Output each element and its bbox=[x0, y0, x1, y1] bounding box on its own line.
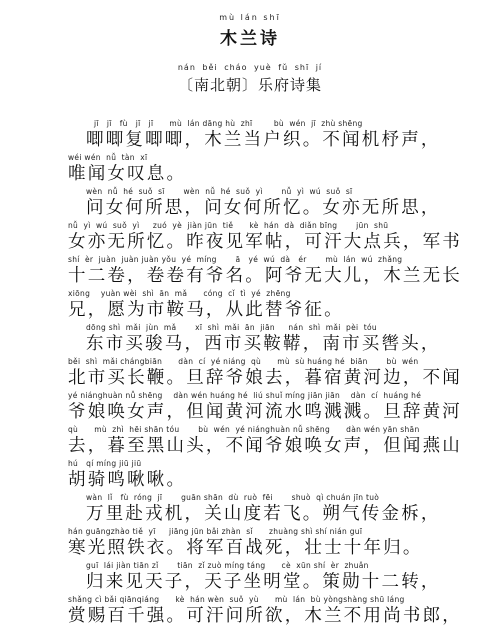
poem-line bbox=[68, 560, 488, 594]
line-pinyin: shí èr juàn juàn juàn yǒu yé míng ā yé wú dà ér mù lán wú zhǎng bbox=[68, 255, 403, 264]
poem-line bbox=[68, 186, 488, 220]
poem-line bbox=[68, 254, 488, 288]
line-text: 兄，愿为市鞍马，从此替爷征。 bbox=[68, 300, 344, 320]
poem-line bbox=[68, 458, 488, 492]
line-text: 问女何所思，问女何所忆。女亦无所思， bbox=[86, 198, 441, 218]
line-text: 北市买长鞭。旦辞爷娘去，暮宿黄河边，不闻 bbox=[68, 368, 462, 388]
line-pinyin: xiōng yuàn wèi shì ān mǎ cóng cǐ tì yé zhēng bbox=[68, 289, 291, 298]
line-text: 归来见天子，天子坐明堂。策勋十二转， bbox=[86, 572, 441, 592]
line-pinyin: nǚ yì wú suǒ yì zuó yè jiàn jūn tiě kè hán dà diǎn bīng jūn shū bbox=[68, 221, 389, 230]
poem-line bbox=[68, 492, 488, 526]
poem-body bbox=[68, 118, 488, 628]
poem-line bbox=[68, 220, 488, 254]
line-pinyin: shǎng cì bǎi qiānqiáng kè hán wèn suǒ yù mù lán bù yòngshàng shū láng bbox=[68, 595, 405, 604]
poem-line bbox=[68, 288, 488, 322]
line-pinyin: wèn nǚ hé suǒ sī wèn nǚ hé suǒ yì nǚ yì wú suǒ sī bbox=[86, 187, 353, 196]
line-pinyin: guī lái jiàn tiān zǐ tiān zǐ zuò míng táng cè xūn shí èr zhuǎn bbox=[86, 561, 369, 570]
poem-source: 〔南北朝〕乐府诗集 bbox=[177, 76, 322, 94]
line-text: 胡骑鸣啾啾。 bbox=[68, 470, 187, 490]
line-text: 爷娘唤女声，但闻黄河流水鸣溅溅。旦辞黄河 bbox=[68, 402, 462, 422]
poem-line bbox=[68, 526, 488, 560]
line-pinyin: dōng shì mǎi jùn mǎ xī shì mǎi ān jiān nán shì mǎi pèi tóu bbox=[86, 323, 377, 332]
line-text: 唯闻女叹息。 bbox=[68, 164, 187, 184]
poem-line bbox=[68, 356, 488, 390]
poem-line bbox=[68, 594, 488, 628]
line-pinyin: běi shì mǎi chángbiān dàn cí yé niáng qù mù sù huáng hé biān bù wén bbox=[68, 357, 419, 366]
line-pinyin: hú qí míng jiū jiū bbox=[68, 459, 142, 468]
poem-line bbox=[68, 322, 488, 356]
line-text: 女亦无所忆。昨夜见军帖，可汗大点兵，军书 bbox=[68, 232, 462, 252]
line-pinyin: wàn lǐ fù róng jī guān shān dù ruò fēi shuò qì chuán jīn tuò bbox=[86, 493, 380, 502]
poem-line bbox=[68, 424, 488, 458]
line-text: 唧唧复唧唧，木兰当户织。不闻机杼声， bbox=[86, 130, 441, 150]
poem-line bbox=[68, 152, 488, 186]
line-text: 去，暮至黑山头，不闻爷娘唤女声，但闻燕山 bbox=[68, 436, 462, 456]
poem-line bbox=[68, 390, 488, 424]
line-text: 万里赴戎机，关山度若飞。朔气传金柝， bbox=[86, 504, 441, 524]
line-pinyin: yé niánghuàn nǚ shēng dàn wén huáng hé liú shuǐ míng jiān jiān dàn cí huáng hé bbox=[68, 391, 422, 400]
line-text: 东市买骏马，西市买鞍鞯，南市买辔头， bbox=[86, 334, 441, 354]
title-pinyin: mù lán shī bbox=[219, 13, 281, 22]
subtitle-pinyin: nán běi cháo yuè fǔ shī jí bbox=[177, 63, 323, 72]
line-text: 十二卷，卷卷有爷名。阿爷无大儿，木兰无长 bbox=[68, 266, 462, 286]
line-pinyin: hán guāngzhào tiě yī jiāng jūn bǎi zhàn sǐ zhuàng shì shí nián guī bbox=[68, 527, 363, 536]
line-pinyin: wéi wén nǚ tàn xī bbox=[68, 153, 148, 162]
line-pinyin: qù mù zhì hēi shān tóu bù wén yé niánghuàn nǚ shēng dàn wén yān shān bbox=[68, 425, 420, 434]
poem-title: 木兰诗 bbox=[220, 29, 280, 49]
line-text: 寒光照铁衣。将军百战死，壮士十年归。 bbox=[68, 538, 423, 558]
line-text: 赏赐百千强。可汗问所欲，木兰不用尚书郎， bbox=[68, 606, 462, 626]
line-pinyin: jī jī fù jī jī mù lán dāng hù zhī bù wén jī zhù shēng bbox=[86, 119, 363, 128]
poem-line bbox=[68, 118, 488, 152]
